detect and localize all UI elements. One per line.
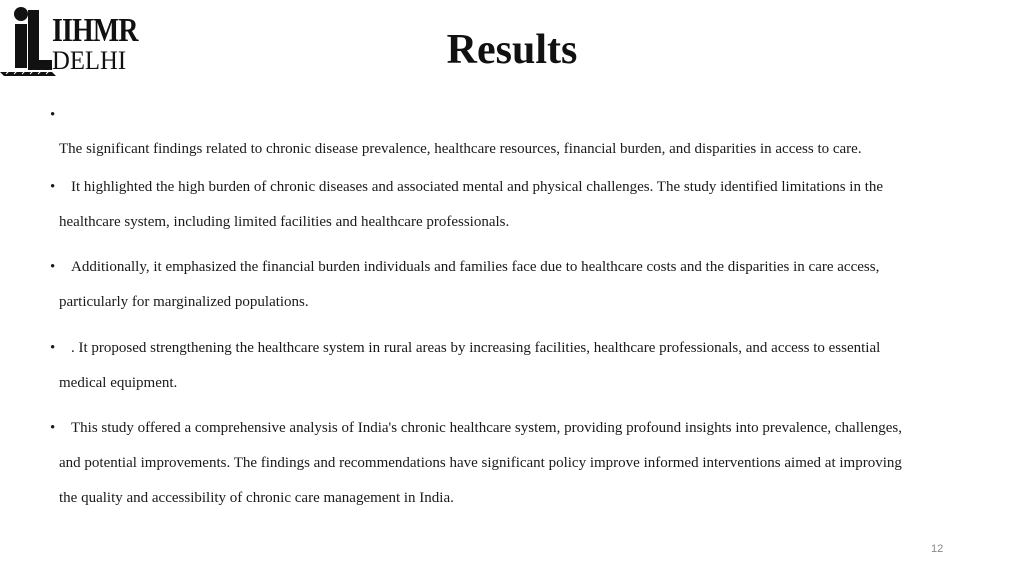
slide-title: Results: [446, 27, 578, 73]
bullet-2-line-2: healthcare system, including limited facilities and healthcare professionals.: [59, 214, 510, 230]
bullet-marker: •: [50, 259, 56, 275]
bullet-4-line-2: medical equipment.: [59, 375, 178, 391]
bullet-marker: •: [50, 420, 56, 436]
bullet-marker: •: [50, 340, 56, 356]
bullet-4-line-1: . It proposed strengthening the healthcare system in rural areas by increasing facilities, healthcare professionals, and access to essential: [71, 340, 881, 356]
bullet-3-line-1: Additionally, it emphasized the financial burden individuals and families face due to healthcare costs and the disparities in care access,: [71, 259, 880, 275]
bullet-5-line-1: This study offered a comprehensive analysis of India's chronic healthcare system, providing profound insights into prevalence, challenges,: [71, 420, 902, 436]
bullet-3-line-2: particularly for marginalized populations.: [59, 294, 309, 310]
logo-text-iihmr: IIHMR: [52, 12, 138, 49]
bullet-marker: •: [50, 107, 56, 123]
logo-text-delhi: DELHI: [52, 46, 127, 75]
bullet-5-line-3: the quality and accessibility of chronic care management in India.: [59, 490, 454, 506]
bullet-marker: •: [50, 179, 56, 195]
bullet-1-line-2: The significant findings related to chronic disease prevalence, healthcare resources, financial burden, and disparities in access to care.: [59, 141, 862, 157]
bullet-5-line-2: and potential improvements. The findings and recommendations have significant policy improve informed interventions aimed at improving: [59, 455, 902, 471]
bullet-2-line-1: It highlighted the high burden of chronic diseases and associated mental and physical challenges. The study identified limitations in the: [71, 179, 884, 195]
page-number: 12: [931, 543, 944, 555]
